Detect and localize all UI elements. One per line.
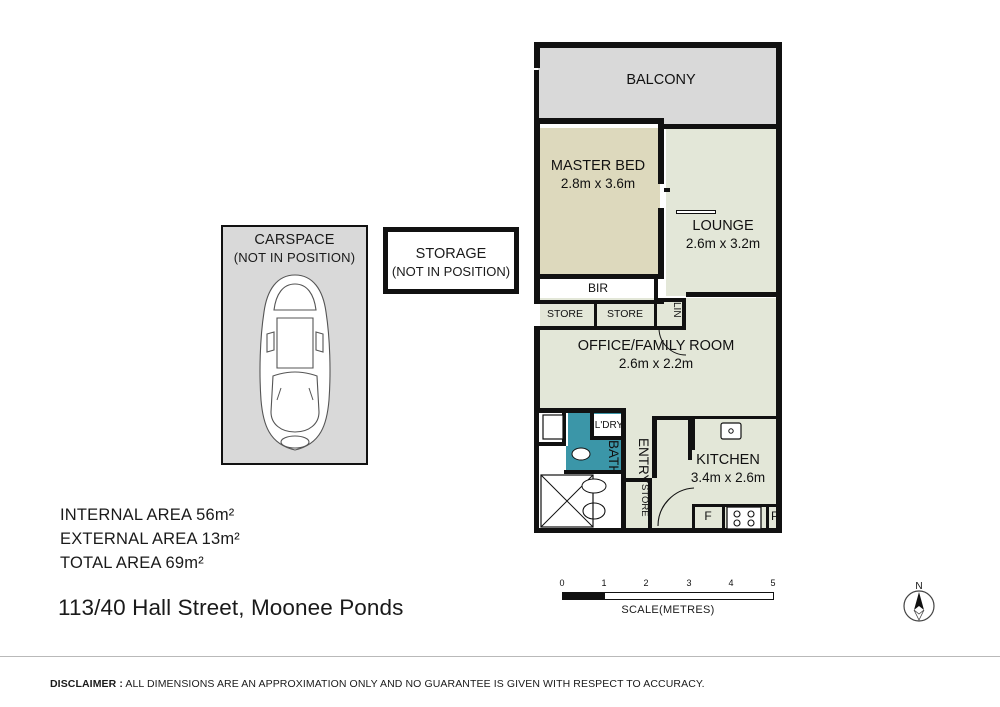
- car-illustration-icon: [247, 272, 343, 454]
- room-masterbed-fill: [540, 128, 660, 274]
- property-address: 113/40 Hall Street, Moonee Ponds: [58, 595, 404, 620]
- scale-tick-2: 2: [643, 578, 649, 588]
- scale-caption: SCALE(METRES): [621, 604, 715, 616]
- label-fridge: F: [704, 509, 712, 523]
- label-pantry: P: [770, 509, 779, 523]
- storage-title: STORAGE: [415, 246, 487, 262]
- window-lounge: [676, 210, 716, 214]
- scale-tick-0: 0: [559, 578, 565, 588]
- total-area-text: TOTAL AREA 69m²: [60, 554, 204, 572]
- scale-bar: [560, 578, 780, 620]
- disclaimer-lead: DISCLAIMER :: [50, 678, 123, 690]
- floor-plan: [526, 40, 786, 538]
- bath-basin-icon: [570, 446, 592, 462]
- office-dim: 2.6m x 2.2m: [618, 356, 694, 371]
- label-ldry: L'DRY: [594, 420, 624, 431]
- compass-north-icon: [890, 580, 948, 630]
- label-bir: BIR: [587, 281, 608, 295]
- storage-label: [383, 246, 519, 280]
- scale-tick-4: 4: [728, 578, 734, 588]
- scale-tick-5: 5: [770, 578, 776, 588]
- room-label-lounge: [668, 218, 778, 252]
- room-label-office: [534, 338, 778, 372]
- masterbed-name: MASTER BED: [550, 158, 646, 174]
- carspace-label: [221, 232, 368, 266]
- room-label-bath: BATH: [606, 440, 621, 476]
- masterbed-dim: 2.8m x 3.6m: [560, 176, 636, 191]
- kitchen-name: KITCHEN: [696, 452, 760, 468]
- sink-icon: [720, 422, 742, 440]
- basin-icon: [568, 476, 620, 496]
- label-store-2: STORE: [607, 308, 643, 320]
- carspace-note: (NOT IN POSITION): [233, 250, 356, 265]
- lounge-dim: 2.6m x 3.2m: [685, 236, 761, 251]
- label-store-3: STORE: [639, 484, 650, 517]
- internal-area-text: INTERNAL AREA 56m²: [60, 506, 235, 524]
- disclaimer-body: ALL DIMENSIONS ARE AN APPROXIMATION ONLY AND NO GUARANTEE IS GIVEN WITH RESPECT TO ACCURACY.: [122, 678, 705, 690]
- external-area-text: EXTERNAL AREA 13m²: [60, 530, 240, 548]
- room-label-kitchen: [676, 452, 780, 486]
- disclaimer-text: [50, 678, 850, 690]
- scale-tick-1: 1: [601, 578, 607, 588]
- room-label-masterbed: [532, 158, 664, 192]
- vanity-icon: [542, 414, 564, 440]
- carspace-title: CARSPACE: [254, 232, 335, 248]
- label-store-1: STORE: [547, 308, 583, 320]
- cooktop-icon: [726, 506, 762, 530]
- storage-note: (NOT IN POSITION): [391, 264, 511, 279]
- label-lin: LIN: [671, 302, 682, 318]
- entry-door-swing: [656, 480, 696, 528]
- office-name: OFFICE/FAMILY ROOM: [577, 338, 735, 354]
- kitchen-dim: 3.4m x 2.6m: [690, 470, 766, 485]
- room-label-balcony: BALCONY: [626, 72, 696, 88]
- lounge-name: LOUNGE: [692, 218, 754, 234]
- svg-text:N: N: [915, 581, 923, 592]
- divider: [0, 656, 1000, 657]
- room-label-entry: ENTRY: [636, 438, 651, 484]
- scale-tick-3: 3: [686, 578, 692, 588]
- scale-bar-graphic: [562, 592, 774, 600]
